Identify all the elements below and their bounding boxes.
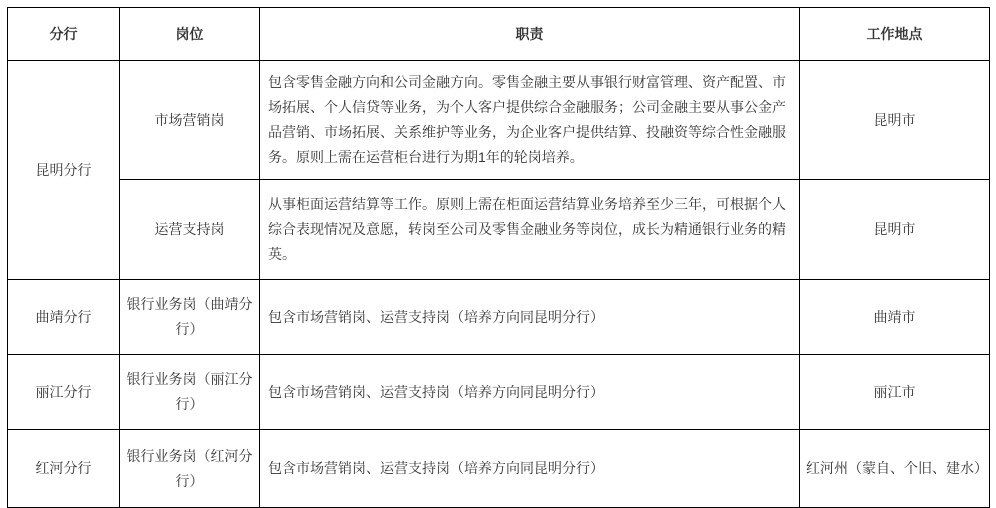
branch-positions-table bbox=[7, 7, 990, 508]
location-cell: 曲靖市 bbox=[800, 280, 990, 355]
branch-cell: 昆明分行 bbox=[8, 61, 120, 280]
branch-cell: 丽江分行 bbox=[8, 355, 120, 430]
header-duty: 职责 bbox=[260, 8, 800, 61]
branch-cell: 红河分行 bbox=[8, 430, 120, 508]
duty-cell: 包含零售金融方向和公司金融方向。零售金融主要从事银行财富管理、资产配置、市场拓展、个人信贷等业务，为个人客户提供综合金融服务；公司金融主要从事公金产品营销、市场拓展、关系维护等业务，为企业客户提供结算、投融资等综合性金融服务。原则上需在运营柜台进行为期1年的轮岗培养。 bbox=[260, 61, 800, 180]
table-row bbox=[8, 430, 990, 508]
location-cell: 红河州（蒙自、个旧、建水） bbox=[800, 430, 990, 508]
location-cell: 昆明市 bbox=[800, 180, 990, 280]
table-row bbox=[8, 280, 990, 355]
branch-cell: 曲靖分行 bbox=[8, 280, 120, 355]
position-cell: 银行业务岗（曲靖分行） bbox=[120, 280, 260, 355]
table-header-row bbox=[8, 8, 990, 61]
duty-cell: 包含市场营销岗、运营支持岗（培养方向同昆明分行） bbox=[260, 280, 800, 355]
table-row bbox=[8, 61, 990, 180]
position-cell: 运营支持岗 bbox=[120, 180, 260, 280]
duty-cell: 包含市场营销岗、运营支持岗（培养方向同昆明分行） bbox=[260, 355, 800, 430]
header-branch: 分行 bbox=[8, 8, 120, 61]
duty-cell: 包含市场营销岗、运营支持岗（培养方向同昆明分行） bbox=[260, 430, 800, 508]
header-location: 工作地点 bbox=[800, 8, 990, 61]
table-row bbox=[8, 180, 990, 280]
header-position: 岗位 bbox=[120, 8, 260, 61]
position-cell: 银行业务岗（丽江分行） bbox=[120, 355, 260, 430]
position-cell: 银行业务岗（红河分行） bbox=[120, 430, 260, 508]
duty-cell: 从事柜面运营结算等工作。原则上需在柜面运营结算业务培养至少三年，可根据个人综合表现情况及意愿，转岗至公司及零售金融业务等岗位，成长为精通银行业务的精英。 bbox=[260, 180, 800, 280]
position-cell: 市场营销岗 bbox=[120, 61, 260, 180]
location-cell: 丽江市 bbox=[800, 355, 990, 430]
location-cell: 昆明市 bbox=[800, 61, 990, 180]
table-row bbox=[8, 355, 990, 430]
